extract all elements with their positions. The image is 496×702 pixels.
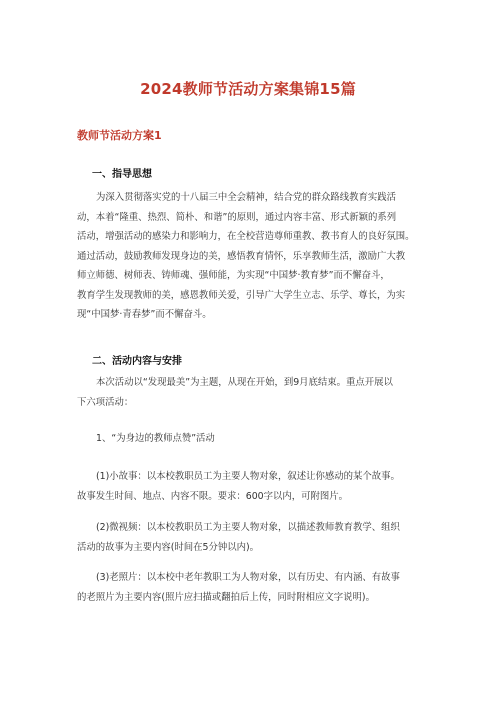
heading-activity-content: 二、活动内容与安排 xyxy=(92,356,182,367)
text-line: 为深入贯彻落实党的十八届三中全会精神，结合党的群众路线教育实践活 xyxy=(96,192,397,203)
paragraph-short-story xyxy=(77,467,417,506)
list-item-praise-teachers xyxy=(96,429,436,449)
paragraph-old-photos xyxy=(77,568,417,607)
text-line: (1)小故事：以本校教职员工为主要人物对象，叙述让你感动的某个故事。 xyxy=(96,471,400,482)
text-line: 师立师德、树师表、铸师魂、强师能，为实现“中国梦·教育梦”而不懈奋斗， xyxy=(77,270,390,281)
page-title: 2024教师节活动方案集锦15篇 xyxy=(140,80,356,98)
text-line: 动，本着“隆重、热烈、简朴、和谐”的原则，通过内容丰富、形式新颖的系列 xyxy=(77,211,397,223)
section-title: 教师节活动方案1 xyxy=(77,129,162,142)
paragraph-micro-video xyxy=(77,518,417,557)
text-line: 本次活动以“发现最美”为主题，从现在开始，到9月底结束。重点开展以 xyxy=(96,377,393,388)
text-line: 故事发生时间、地点、内容不限。要求：600字以内，可附图片。 xyxy=(77,490,349,502)
text-line: (3)老照片：以本校中老年教职工为人物对象，以有历史、有内涵、有故事 xyxy=(96,572,400,583)
text-line: 活动的故事为主要内容(时间在5分钟以内)。 xyxy=(77,541,260,553)
text-line: 通过活动，鼓励教师发现身边的美，感悟教育情怀，乐享教师生活，激励广大教 xyxy=(77,250,406,262)
text-line: 的老照片为主要内容(照片应扫描或翻拍后上传，同时附相应文字说明)。 xyxy=(77,591,375,603)
heading-guiding-ideology: 一、指导思想 xyxy=(92,169,152,180)
paragraph-guiding-ideology xyxy=(77,188,417,325)
text-line: 教育学生发现教师的美，感恩教师关爱，引导广大学生立志、乐学、尊长，为实 xyxy=(77,289,406,301)
text-line: (2)微视频：以本校教职员工为主要人物对象，以描述教师教育教学、组织 xyxy=(96,522,400,533)
text-line: 活动，增强活动的感染力和影响力，在全校营造尊师重教、教书育人的良好氛围。 xyxy=(77,231,415,242)
text-line: 1、“为身边的教师点赞”活动 xyxy=(96,433,215,444)
paragraph-activity-intro xyxy=(77,373,417,412)
text-line: 现“中国梦·青春梦”而不懈奋斗。 xyxy=(77,309,212,320)
text-line: 下六项活动： xyxy=(77,396,134,408)
